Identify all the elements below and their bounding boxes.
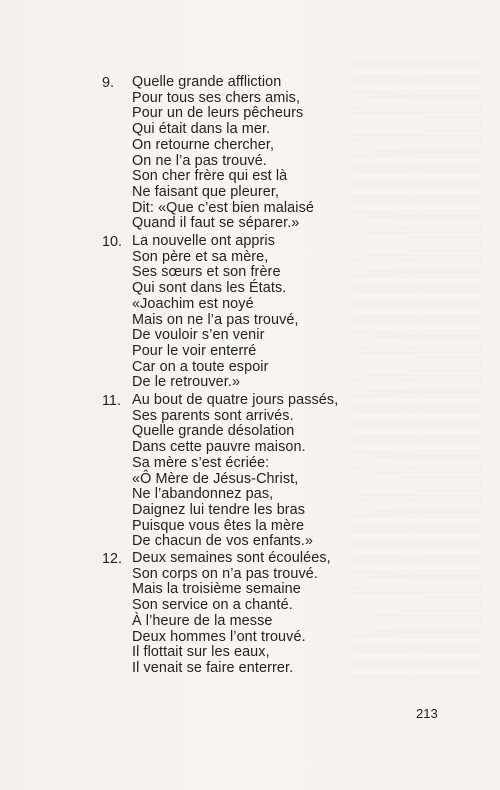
verse-line: Pour tous ses chers amis, [132,89,301,106]
verse-line: Pour un de leurs pêcheurs [132,105,304,122]
verse-line: Deux hommes l’ont trouvé. [132,628,306,645]
verse-line: Il venait se faire enterrer. [132,659,294,676]
verse-line: Ses parents sont arrivés. [132,407,294,424]
stanza-lines [132,75,314,232]
verse-line: Puisque vous êtes la mère [132,517,305,534]
verse-line: Daignez lui tendre les bras [132,501,306,518]
verse-line: «Ô Mère de Jésus-Christ, [132,470,299,487]
stanza-lines [132,393,338,550]
verse-line: On retourne chercher, [132,136,275,153]
verse-line: Ne l’abandonnez pas, [132,486,274,503]
verse-line: Ses sœurs et son frère [132,264,281,281]
verse-line: De vouloir s’en venir [132,327,265,344]
verse-line: On ne l’a pas trouvé. [132,152,267,169]
stanza-number: 11. [102,393,121,409]
verse-line: «Joachim est noyé [132,295,254,312]
stanza-number: 9. [102,75,115,91]
verse-line: Quelle grande désolation [132,423,295,440]
verse-line: La nouvelle ont appris [132,233,276,249]
verse-line: Quand il faut se séparer.» [132,215,300,232]
verse-line: Qui était dans la mer. [132,121,271,138]
page-number: 213 [416,706,438,721]
verse-line: Au bout de quatre jours passés, [132,392,339,408]
verse-line: Quelle grande affliction [132,74,282,90]
verse-line: Pour le voir enterré [132,342,257,359]
verse-line: De chacun de vos enfants.» [132,533,314,550]
verse-line: De le retrouver.» [132,374,241,391]
verse-line: Son corps on n’a pas trouvé. [132,565,318,582]
verse-line: Son cher frère qui est là [132,168,288,185]
stanza-lines [132,234,299,391]
stanza-number: 10. [102,234,123,250]
verse-line: À l’heure de la messe [132,612,273,629]
verse-line: Sa mère s’est écriée: [132,454,270,471]
verse-line: Dans cette pauvre maison. [132,439,306,456]
verse-line: Ne faisant que pleurer, [132,183,280,200]
stanza-number: 12. [102,551,123,567]
stanza-lines [132,551,331,677]
verse-line: Mais on ne l’a pas trouvé, [132,311,299,328]
verse-line: Son père et sa mère, [132,248,269,265]
verse-line: Qui sont dans les États. [132,280,287,297]
verse-line: Dit: «Que c’est bien malaisé [132,199,314,216]
verse-line: Deux semaines sont écoulées, [132,550,331,566]
verse-line: Son service on a chanté. [132,597,293,614]
verse-line: Car on a toute espoir [132,358,269,375]
verse-line: Mais la troisième semaine [132,581,301,598]
verse-line: Il flottait sur les eaux, [132,644,270,661]
show-through-text [352,60,482,680]
